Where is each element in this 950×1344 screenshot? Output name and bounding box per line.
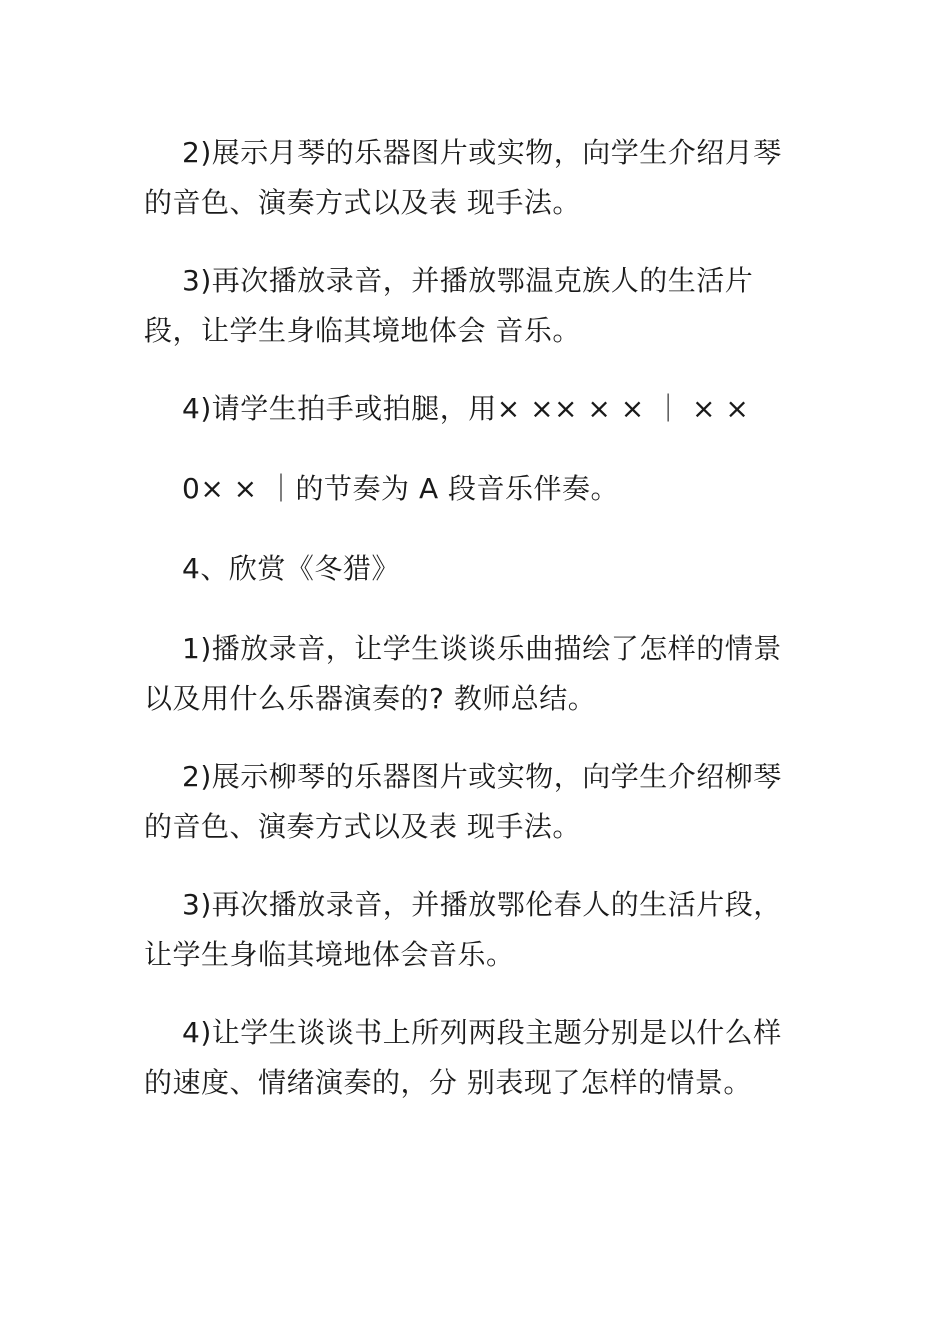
- section-heading-donglie: 4、欣赏《冬猎》: [182, 552, 400, 585]
- paragraph-yueqin-intro: 2)展示月琴的乐器图片或实物，向学生介绍月琴的音色、演奏方式以及表 现手法。: [144, 136, 782, 219]
- paragraph-elunchun-life: 3)再次播放录音，并播放鄂伦春人的生活片段，让学生身临其境地体会音乐。: [144, 888, 782, 971]
- paragraph-rhythm-clap: 4)请学生拍手或拍腿，用× ×× × × ｜ × ×: [182, 392, 750, 425]
- paragraph-liuqin-intro: 2)展示柳琴的乐器图片或实物，向学生介绍柳琴的音色、演奏方式以及表 现手法。: [144, 760, 782, 843]
- paragraph-ewenki-life: 3)再次播放录音，并播放鄂温克族人的生活片段，让学生身临其境地体会 音乐。: [144, 264, 754, 347]
- paragraph-themes-discussion: 4)让学生谈谈书上所列两段主题分别是以什么样的速度、情绪演奏的，分 别表现了怎样的情景。: [144, 1016, 782, 1099]
- document-page: [144, 128, 804, 1136]
- paragraph-play-recording: 1)播放录音，让学生谈谈乐曲描绘了怎样的情景以及用什么乐器演奏的? 教师总结。: [144, 632, 782, 715]
- paragraph-rhythm-accompaniment: 0× × ｜的节奏为 A 段音乐伴奏。: [182, 472, 619, 505]
